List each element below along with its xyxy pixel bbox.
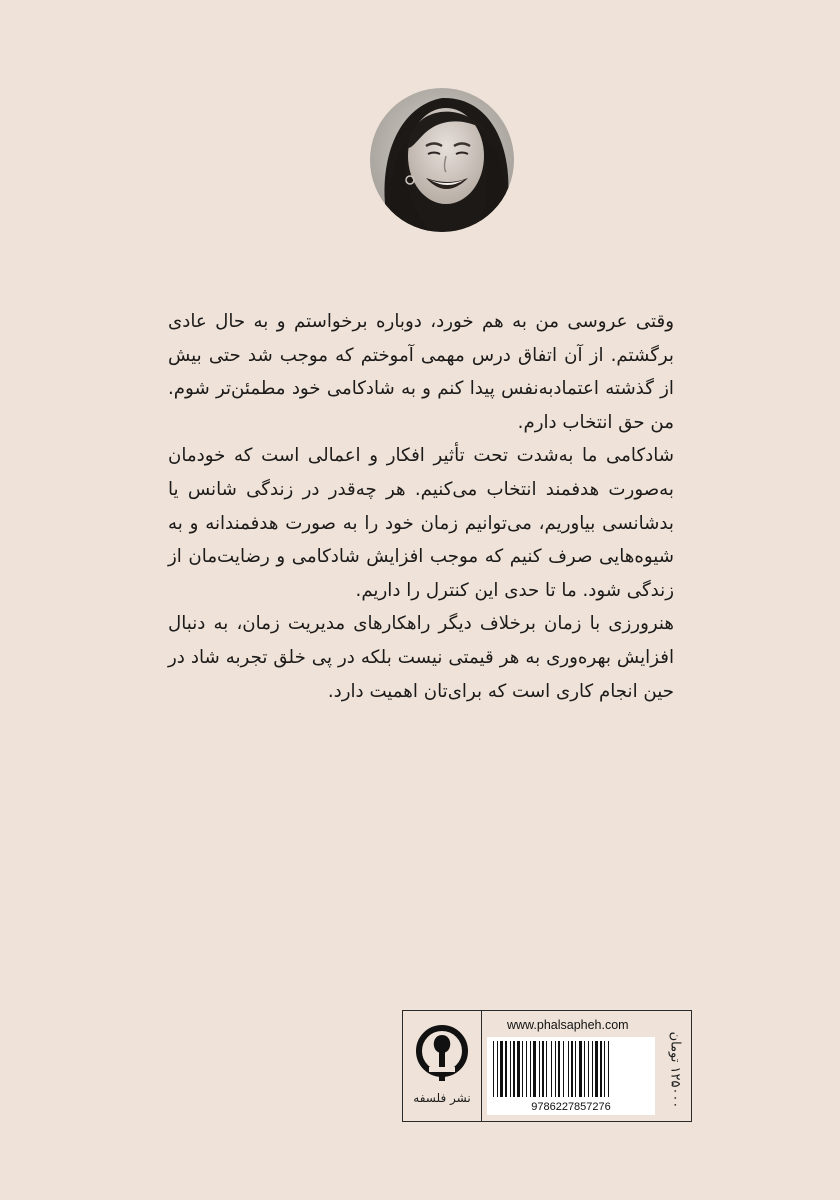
barcode-bar (568, 1041, 569, 1097)
barcode (487, 1037, 655, 1115)
publisher-name: نشر فلسفه (413, 1091, 471, 1105)
imprint-box (402, 1010, 692, 1122)
barcode-bar (542, 1041, 544, 1097)
barcode-bar (500, 1041, 503, 1097)
barcode-bar (530, 1041, 531, 1097)
barcode-bar (604, 1041, 605, 1097)
barcode-bar (595, 1041, 598, 1097)
barcode-bar (517, 1041, 520, 1097)
barcode-bar (497, 1041, 498, 1097)
barcode-bar (555, 1041, 556, 1097)
barcode-bar (558, 1041, 560, 1097)
barcode-bar (571, 1041, 573, 1097)
barcode-bar (563, 1041, 564, 1097)
barcode-bar (522, 1041, 523, 1097)
barcode-bar (505, 1041, 507, 1097)
barcode-bar (588, 1041, 589, 1097)
barcode-bar (513, 1041, 515, 1097)
barcode-bar (551, 1041, 552, 1097)
barcode-bar (592, 1041, 593, 1097)
barcode-bar (584, 1041, 585, 1097)
author-portrait-image (370, 88, 514, 232)
publisher-logo-icon (415, 1023, 469, 1085)
barcode-bar (510, 1041, 511, 1097)
back-cover-text (168, 305, 674, 708)
paragraph-3: هنرورزی با زمان برخلاف دیگر راهکارهای مدیریت زمان، به دنبال افزایش بهره‌وری به هر قیمتی نیست بلکه در پی خلق تجربه شاد در حین انجام کاری است که برای‌تان اهمیت دارد. (168, 613, 674, 702)
isbn-number: 9786227857276 (531, 1101, 611, 1113)
author-photo (370, 88, 514, 232)
barcode-bar (546, 1041, 547, 1097)
price-label (665, 1027, 685, 1113)
barcode-bar (608, 1041, 609, 1097)
barcode-bars (487, 1037, 655, 1099)
barcode-bar (539, 1041, 540, 1097)
website-url[interactable]: www.phalsapheh.com (507, 1018, 629, 1032)
barcode-bar (526, 1041, 527, 1097)
barcode-bar (600, 1041, 602, 1097)
paragraph-1: وقتی عروسی من به هم خورد، دوباره برخواستم و به حال عادی برگشتم. از آن اتفاق درس مهمی آموختم که موجب شد حتی بیش از گذشته اعتمادبه‌نفس پیدا کنم و به شادکامی خود مطمئن‌تر شوم. من حق انتخاب دارم. (168, 311, 674, 433)
barcode-bar (575, 1041, 576, 1097)
barcode-bar (533, 1041, 536, 1097)
barcode-bar (579, 1041, 582, 1097)
paragraph-2: شادکامی ما به‌شدت تحت تأثیر افکار و اعمالی است که خودمان به‌صورت هدفمند انتخاب می‌کنیم. هر چه‌قدر در زندگی شانس یا بدشانسی بیاوریم، می‌توانیم زمان خود را به صورت هدفمندانه و به شیوه‌هایی صرف کنیم که موجب افزایش شادکامی و رضایت‌مان از زندگی شود. ما تا حدی این کنترل را داریم. (168, 445, 674, 601)
barcode-bar (493, 1041, 494, 1097)
price-text: ۱۲۵۰۰۰ تومان (667, 1031, 683, 1109)
publisher-logo-area (403, 1011, 482, 1121)
